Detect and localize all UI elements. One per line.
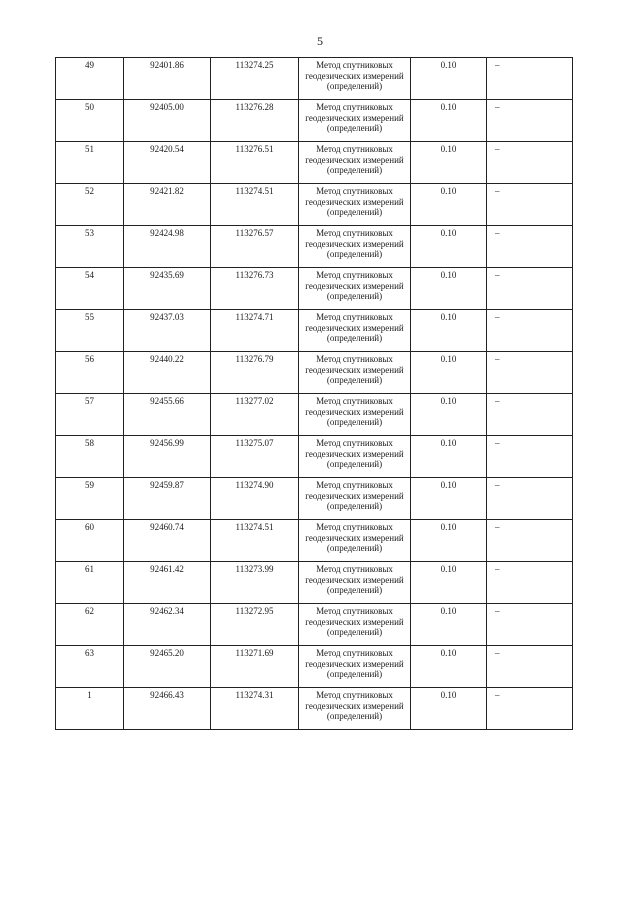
point-number-cell: 63 [56,646,124,688]
note-cell: – [487,394,573,436]
y-coordinate-cell: 113275.07 [211,436,299,478]
method-cell: Метод спутниковых геодезических измерений (определений) [299,604,411,646]
method-cell: Метод спутниковых геодезических измерений (определений) [299,100,411,142]
accuracy-cell: 0.10 [411,268,487,310]
table-row [56,562,573,604]
note-cell: – [487,604,573,646]
table-row [56,268,573,310]
accuracy-cell: 0.10 [411,562,487,604]
table-row [56,142,573,184]
method-cell: Метод спутниковых геодезических измерений (определений) [299,562,411,604]
y-coordinate-cell: 113276.79 [211,352,299,394]
point-number-cell: 61 [56,562,124,604]
point-number-cell: 57 [56,394,124,436]
accuracy-cell: 0.10 [411,394,487,436]
table-row [56,604,573,646]
accuracy-cell: 0.10 [411,226,487,268]
x-coordinate-cell: 92405.00 [124,100,211,142]
accuracy-cell: 0.10 [411,688,487,730]
method-cell: Метод спутниковых геодезических измерений (определений) [299,58,411,100]
x-coordinate-cell: 92459.87 [124,478,211,520]
x-coordinate-cell: 92456.99 [124,436,211,478]
x-coordinate-cell: 92401.86 [124,58,211,100]
note-cell: – [487,184,573,226]
method-cell: Метод спутниковых геодезических измерений (определений) [299,268,411,310]
point-number-cell: 51 [56,142,124,184]
point-number-cell: 59 [56,478,124,520]
y-coordinate-cell: 113277.02 [211,394,299,436]
method-cell: Метод спутниковых геодезических измерений (определений) [299,226,411,268]
note-cell: – [487,58,573,100]
x-coordinate-cell: 92421.82 [124,184,211,226]
point-number-cell: 54 [56,268,124,310]
table-row [56,646,573,688]
x-coordinate-cell: 92424.98 [124,226,211,268]
coordinates-table [55,57,573,730]
accuracy-cell: 0.10 [411,142,487,184]
y-coordinate-cell: 113274.51 [211,184,299,226]
accuracy-cell: 0.10 [411,478,487,520]
accuracy-cell: 0.10 [411,352,487,394]
note-cell: – [487,352,573,394]
method-cell: Метод спутниковых геодезических измерений (определений) [299,184,411,226]
table-row [56,184,573,226]
x-coordinate-cell: 92461.42 [124,562,211,604]
note-cell: – [487,268,573,310]
coordinates-table-body [56,58,573,730]
note-cell: – [487,100,573,142]
note-cell: – [487,688,573,730]
table-row [56,394,573,436]
x-coordinate-cell: 92466.43 [124,688,211,730]
y-coordinate-cell: 113274.31 [211,688,299,730]
y-coordinate-cell: 113276.51 [211,142,299,184]
note-cell: – [487,562,573,604]
note-cell: – [487,478,573,520]
y-coordinate-cell: 113274.71 [211,310,299,352]
note-cell: – [487,436,573,478]
accuracy-cell: 0.10 [411,58,487,100]
point-number-cell: 60 [56,520,124,562]
point-number-cell: 53 [56,226,124,268]
point-number-cell: 52 [56,184,124,226]
y-coordinate-cell: 113276.28 [211,100,299,142]
table-row [56,352,573,394]
note-cell: – [487,646,573,688]
x-coordinate-cell: 92462.34 [124,604,211,646]
accuracy-cell: 0.10 [411,520,487,562]
table-row [56,478,573,520]
accuracy-cell: 0.10 [411,436,487,478]
point-number-cell: 50 [56,100,124,142]
table-row [56,520,573,562]
y-coordinate-cell: 113274.90 [211,478,299,520]
point-number-cell: 1 [56,688,124,730]
point-number-cell: 56 [56,352,124,394]
note-cell: – [487,310,573,352]
point-number-cell: 55 [56,310,124,352]
accuracy-cell: 0.10 [411,646,487,688]
y-coordinate-cell: 113272.95 [211,604,299,646]
table-row [56,100,573,142]
y-coordinate-cell: 113273.99 [211,562,299,604]
method-cell: Метод спутниковых геодезических измерений (определений) [299,394,411,436]
method-cell: Метод спутниковых геодезических измерений (определений) [299,646,411,688]
x-coordinate-cell: 92437.03 [124,310,211,352]
point-number-cell: 62 [56,604,124,646]
note-cell: – [487,226,573,268]
method-cell: Метод спутниковых геодезических измерений (определений) [299,520,411,562]
table-row [56,226,573,268]
y-coordinate-cell: 113276.73 [211,268,299,310]
table-row [56,310,573,352]
note-cell: – [487,142,573,184]
accuracy-cell: 0.10 [411,184,487,226]
y-coordinate-cell: 113276.57 [211,226,299,268]
point-number-cell: 58 [56,436,124,478]
method-cell: Метод спутниковых геодезических измерений (определений) [299,436,411,478]
x-coordinate-cell: 92460.74 [124,520,211,562]
method-cell: Метод спутниковых геодезических измерений (определений) [299,688,411,730]
table-row [56,58,573,100]
table-row [56,436,573,478]
y-coordinate-cell: 113274.51 [211,520,299,562]
x-coordinate-cell: 92435.69 [124,268,211,310]
y-coordinate-cell: 113271.69 [211,646,299,688]
point-number-cell: 49 [56,58,124,100]
accuracy-cell: 0.10 [411,604,487,646]
method-cell: Метод спутниковых геодезических измерений (определений) [299,478,411,520]
note-cell: – [487,520,573,562]
x-coordinate-cell: 92465.20 [124,646,211,688]
y-coordinate-cell: 113274.25 [211,58,299,100]
accuracy-cell: 0.10 [411,310,487,352]
x-coordinate-cell: 92420.54 [124,142,211,184]
x-coordinate-cell: 92440.22 [124,352,211,394]
page-number: 5 [317,34,323,48]
accuracy-cell: 0.10 [411,100,487,142]
method-cell: Метод спутниковых геодезических измерений (определений) [299,142,411,184]
method-cell: Метод спутниковых геодезических измерений (определений) [299,310,411,352]
table-row [56,688,573,730]
method-cell: Метод спутниковых геодезических измерений (определений) [299,352,411,394]
x-coordinate-cell: 92455.66 [124,394,211,436]
